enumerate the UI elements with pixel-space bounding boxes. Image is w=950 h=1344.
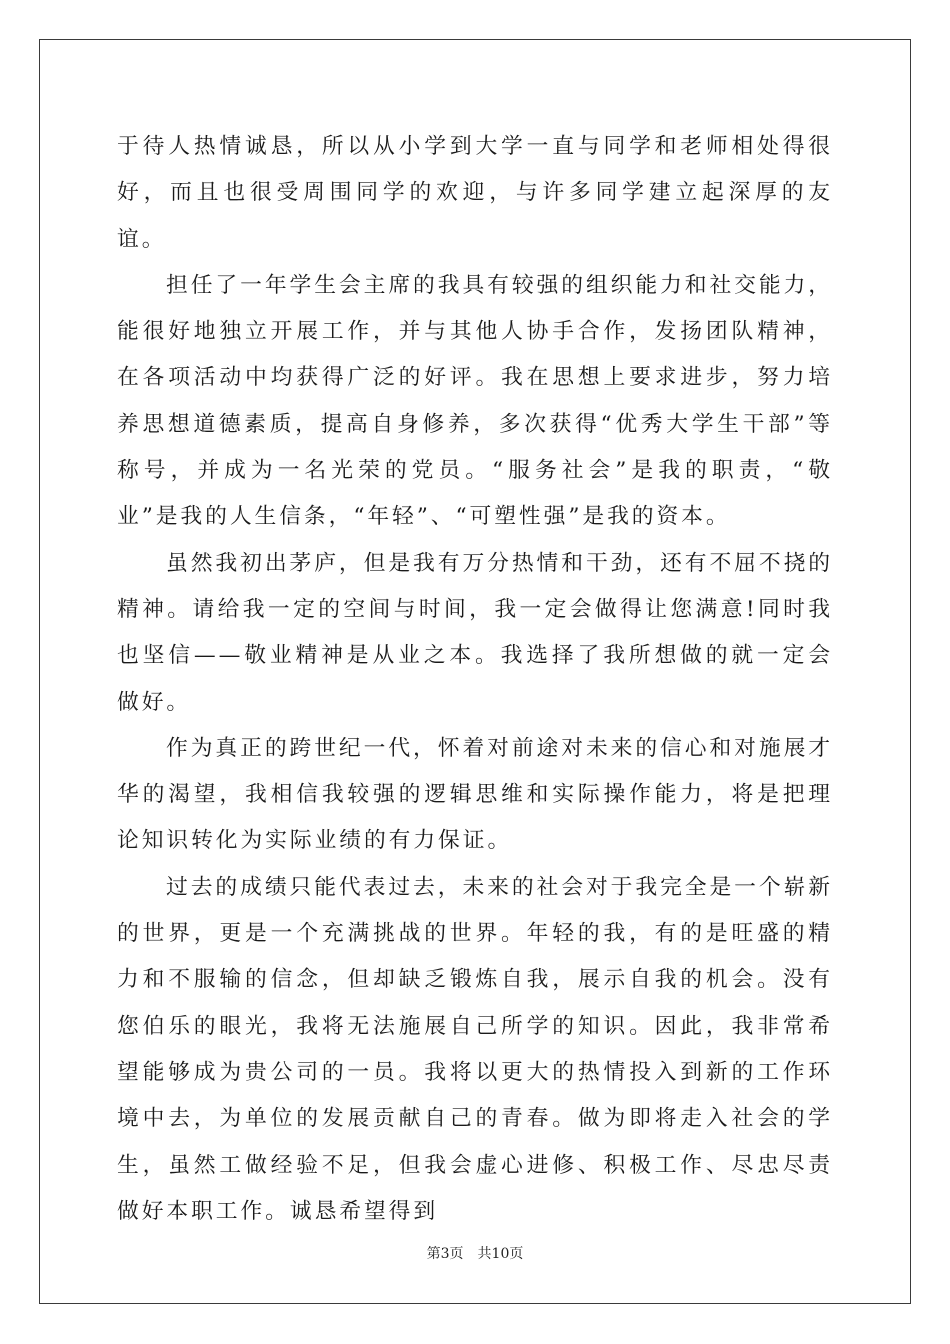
paragraph-5: 过去的成绩只能代表过去，未来的社会对于我完全是一个崭新的世界，更是一个充满挑战的世界。年轻的我，有的是旺盛的精力和不服输的信念，但却缺乏锻炼自我，展示自我的机会。没有您伯乐的眼光，我将无法施展自己所学的知识。因此，我非常希望能够成为贵公司的一员。我将以更大的热情投入到新的工作环境中去，为单位的发展贡献自己的青春。做为即将走入社会的学生，虽然工做经验不足，但我会虚心进修、积极工作、尽忠尽责做好本职工作。诚恳希望得到	[117, 874, 833, 1224]
page-footer	[0, 1245, 950, 1263]
page-number: 第3页	[426, 1246, 464, 1262]
paragraph-2: 担任了一年学生会主席的我具有较强的组织能力和社交能力，能很好地独立开展工作，并与其他人协手合作，发扬团队精神，在各项活动中均获得广泛的好评。我在思想上要求进步，努力培养思想道德素质，提高自身修养，多次获得“优秀大学生干部”等称号，并成为一名光荣的党员。“服务社会”是我的职责，“敬业”是我的人生信条，“年轻”、“可塑性强”是我的资本。	[117, 272, 833, 530]
paragraph-1: 于待人热情诚恳，所以从小学到大学一直与同学和老师相处得很好，而且也很受周围同学的欢迎，与许多同学建立起深厚的友谊。	[117, 134, 833, 252]
paragraph-3: 虽然我初出茅庐，但是我有万分热情和干劲，还有不屈不挠的精神。请给我一定的空间与时间，我一定会做得让您满意!同时我也坚信——敬业精神是从业之本。我选择了我所想做的就一定会做好。	[117, 550, 833, 715]
document-body	[117, 124, 833, 1235]
paragraph-4: 作为真正的跨世纪一代，怀着对前途对未来的信心和对施展才华的渴望，我相信我较强的逻辑思维和实际操作能力，将是把理论知识转化为实际业绩的有力保证。	[117, 735, 833, 854]
page-total: 共10页	[477, 1246, 524, 1262]
